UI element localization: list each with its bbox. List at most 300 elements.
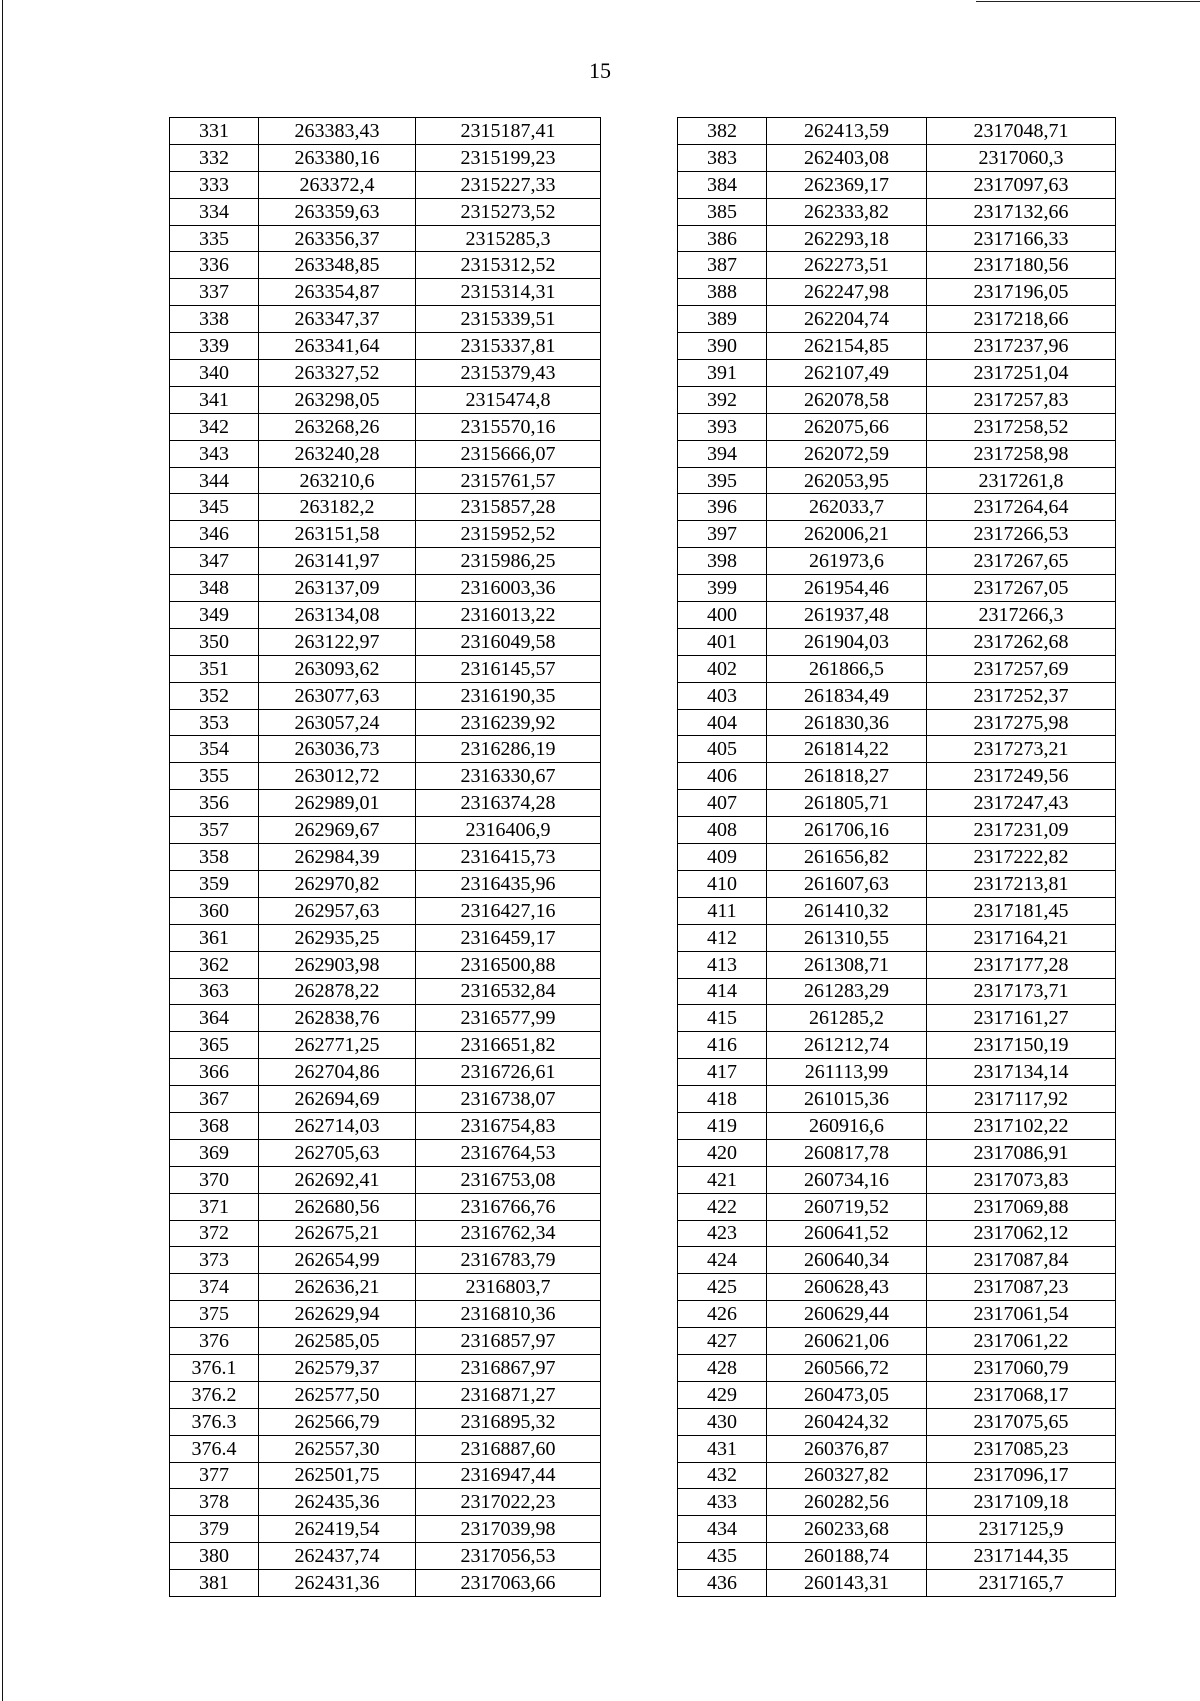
table-row	[678, 279, 1116, 306]
table-row	[170, 736, 601, 763]
table-row	[170, 171, 601, 198]
point-number-cell: 361	[170, 924, 259, 951]
y-coordinate-cell: 2316459,17	[416, 924, 601, 951]
point-number-cell: 414	[678, 978, 767, 1005]
y-coordinate-cell: 2317257,83	[927, 386, 1116, 413]
x-coordinate-cell: 262293,18	[767, 225, 927, 252]
point-number-cell: 382	[678, 118, 767, 145]
table-row	[170, 1462, 601, 1489]
y-coordinate-cell: 2316500,88	[416, 951, 601, 978]
point-number-cell: 373	[170, 1247, 259, 1274]
x-coordinate-cell: 262033,7	[767, 494, 927, 521]
y-coordinate-cell: 2317218,66	[927, 306, 1116, 333]
x-coordinate-cell: 263240,28	[259, 440, 416, 467]
table-row	[678, 1516, 1116, 1543]
y-coordinate-cell: 2317048,71	[927, 118, 1116, 145]
x-coordinate-cell: 262075,66	[767, 413, 927, 440]
x-coordinate-cell: 262072,59	[767, 440, 927, 467]
table-row	[170, 1543, 601, 1570]
x-coordinate-cell: 260188,74	[767, 1543, 927, 1570]
y-coordinate-cell: 2316754,83	[416, 1112, 601, 1139]
y-coordinate-cell: 2315986,25	[416, 548, 601, 575]
point-number-cell: 353	[170, 709, 259, 736]
point-number-cell: 370	[170, 1166, 259, 1193]
y-coordinate-cell: 2317087,23	[927, 1274, 1116, 1301]
point-number-cell: 368	[170, 1112, 259, 1139]
y-coordinate-cell: 2317222,82	[927, 844, 1116, 871]
point-number-cell: 340	[170, 360, 259, 387]
table-row	[678, 467, 1116, 494]
point-number-cell: 342	[170, 413, 259, 440]
y-coordinate-cell: 2316013,22	[416, 602, 601, 629]
x-coordinate-cell: 262154,85	[767, 333, 927, 360]
x-coordinate-cell: 260473,05	[767, 1381, 927, 1408]
table-row	[678, 386, 1116, 413]
point-number-cell: 395	[678, 467, 767, 494]
y-coordinate-cell: 2315187,41	[416, 118, 601, 145]
point-number-cell: 432	[678, 1462, 767, 1489]
y-coordinate-cell: 2317097,63	[927, 171, 1116, 198]
table-row	[170, 1220, 601, 1247]
table-row	[678, 1328, 1116, 1355]
point-number-cell: 362	[170, 951, 259, 978]
x-coordinate-cell: 262579,37	[259, 1354, 416, 1381]
x-coordinate-cell: 262629,94	[259, 1301, 416, 1328]
x-coordinate-cell: 263383,43	[259, 118, 416, 145]
table-row	[170, 1274, 601, 1301]
x-coordinate-cell: 262969,67	[259, 817, 416, 844]
x-coordinate-cell: 263151,58	[259, 521, 416, 548]
y-coordinate-cell: 2316435,96	[416, 870, 601, 897]
x-coordinate-cell: 263359,63	[259, 198, 416, 225]
x-coordinate-cell: 262078,58	[767, 386, 927, 413]
x-coordinate-cell: 263137,09	[259, 575, 416, 602]
table-row	[678, 1086, 1116, 1113]
point-number-cell: 338	[170, 306, 259, 333]
x-coordinate-cell: 262680,56	[259, 1193, 416, 1220]
x-coordinate-cell: 262694,69	[259, 1086, 416, 1113]
y-coordinate-cell: 2316145,57	[416, 655, 601, 682]
table-row	[678, 198, 1116, 225]
table-row	[170, 1166, 601, 1193]
point-number-cell: 367	[170, 1086, 259, 1113]
table-row	[678, 1462, 1116, 1489]
point-number-cell: 386	[678, 225, 767, 252]
x-coordinate-cell: 263057,24	[259, 709, 416, 736]
table-row	[678, 682, 1116, 709]
x-coordinate-cell: 261818,27	[767, 763, 927, 790]
x-coordinate-cell: 263356,37	[259, 225, 416, 252]
x-coordinate-cell: 263141,97	[259, 548, 416, 575]
x-coordinate-cell: 260566,72	[767, 1354, 927, 1381]
x-coordinate-cell: 262771,25	[259, 1032, 416, 1059]
y-coordinate-cell: 2316190,35	[416, 682, 601, 709]
y-coordinate-cell: 2317177,28	[927, 951, 1116, 978]
table-row	[170, 1032, 601, 1059]
point-number-cell: 366	[170, 1059, 259, 1086]
x-coordinate-cell: 262838,76	[259, 1005, 416, 1032]
x-coordinate-cell: 262247,98	[767, 279, 927, 306]
x-coordinate-cell: 263122,97	[259, 628, 416, 655]
point-number-cell: 428	[678, 1354, 767, 1381]
y-coordinate-cell: 2316803,7	[416, 1274, 601, 1301]
point-number-cell: 389	[678, 306, 767, 333]
table-row	[678, 548, 1116, 575]
x-coordinate-cell: 263182,2	[259, 494, 416, 521]
point-number-cell: 381	[170, 1570, 259, 1597]
point-number-cell: 416	[678, 1032, 767, 1059]
table-row	[170, 118, 601, 145]
y-coordinate-cell: 2315339,51	[416, 306, 601, 333]
point-number-cell: 333	[170, 171, 259, 198]
point-number-cell: 356	[170, 790, 259, 817]
x-coordinate-cell: 262935,25	[259, 924, 416, 951]
point-number-cell: 379	[170, 1516, 259, 1543]
y-coordinate-cell: 2317109,18	[927, 1489, 1116, 1516]
point-number-cell: 433	[678, 1489, 767, 1516]
table-row	[170, 1516, 601, 1543]
y-coordinate-cell: 2317181,45	[927, 897, 1116, 924]
table-row	[678, 736, 1116, 763]
table-row	[170, 1086, 601, 1113]
x-coordinate-cell: 263327,52	[259, 360, 416, 387]
y-coordinate-cell: 2317061,54	[927, 1301, 1116, 1328]
x-coordinate-cell: 262435,36	[259, 1489, 416, 1516]
table-row	[170, 252, 601, 279]
x-coordinate-cell: 261410,32	[767, 897, 927, 924]
point-number-cell: 354	[170, 736, 259, 763]
y-coordinate-cell: 2315314,31	[416, 279, 601, 306]
x-coordinate-cell: 262989,01	[259, 790, 416, 817]
y-coordinate-cell: 2317060,79	[927, 1354, 1116, 1381]
y-coordinate-cell: 2315952,52	[416, 521, 601, 548]
point-number-cell: 376	[170, 1328, 259, 1355]
table-row	[170, 817, 601, 844]
table-row	[170, 413, 601, 440]
y-coordinate-cell: 2317075,65	[927, 1408, 1116, 1435]
point-number-cell: 343	[170, 440, 259, 467]
y-coordinate-cell: 2316867,97	[416, 1354, 601, 1381]
table-row	[170, 682, 601, 709]
table-row	[170, 924, 601, 951]
x-coordinate-cell: 260641,52	[767, 1220, 927, 1247]
table-row	[170, 1193, 601, 1220]
table-row	[678, 360, 1116, 387]
table-row	[678, 1408, 1116, 1435]
point-number-cell: 383	[678, 144, 767, 171]
y-coordinate-cell: 2317237,96	[927, 333, 1116, 360]
point-number-cell: 357	[170, 817, 259, 844]
x-coordinate-cell: 260719,52	[767, 1193, 927, 1220]
y-coordinate-cell: 2317039,98	[416, 1516, 601, 1543]
table-row	[678, 1570, 1116, 1597]
x-coordinate-cell: 260327,82	[767, 1462, 927, 1489]
y-coordinate-cell: 2316330,67	[416, 763, 601, 790]
table-row	[170, 521, 601, 548]
table-row	[170, 655, 601, 682]
point-number-cell: 332	[170, 144, 259, 171]
point-number-cell: 392	[678, 386, 767, 413]
x-coordinate-cell: 262204,74	[767, 306, 927, 333]
page-number: 15	[589, 58, 611, 83]
x-coordinate-cell: 260376,87	[767, 1435, 927, 1462]
table-row	[678, 1489, 1116, 1516]
x-coordinate-cell: 261285,2	[767, 1005, 927, 1032]
x-coordinate-cell: 260424,32	[767, 1408, 927, 1435]
y-coordinate-cell: 2317261,8	[927, 467, 1116, 494]
x-coordinate-cell: 263210,6	[259, 467, 416, 494]
point-number-cell: 410	[678, 870, 767, 897]
y-coordinate-cell: 2316810,36	[416, 1301, 601, 1328]
table-row	[678, 1059, 1116, 1086]
table-row	[678, 870, 1116, 897]
point-number-cell: 412	[678, 924, 767, 951]
y-coordinate-cell: 2317073,83	[927, 1166, 1116, 1193]
table-row	[170, 1112, 601, 1139]
y-coordinate-cell: 2316764,53	[416, 1139, 601, 1166]
point-number-cell: 351	[170, 655, 259, 682]
table-row	[678, 790, 1116, 817]
point-number-cell: 427	[678, 1328, 767, 1355]
y-coordinate-cell: 2315857,28	[416, 494, 601, 521]
point-number-cell: 421	[678, 1166, 767, 1193]
x-coordinate-cell: 262557,30	[259, 1435, 416, 1462]
table-row	[678, 817, 1116, 844]
x-coordinate-cell: 261866,5	[767, 655, 927, 682]
y-coordinate-cell: 2317258,52	[927, 413, 1116, 440]
y-coordinate-cell: 2317257,69	[927, 655, 1116, 682]
y-coordinate-cell: 2317180,56	[927, 252, 1116, 279]
point-number-cell: 388	[678, 279, 767, 306]
table-row	[678, 494, 1116, 521]
table-row	[170, 951, 601, 978]
table-row	[678, 440, 1116, 467]
point-number-cell: 434	[678, 1516, 767, 1543]
point-number-cell: 420	[678, 1139, 767, 1166]
x-coordinate-cell: 261283,29	[767, 978, 927, 1005]
y-coordinate-cell: 2317117,92	[927, 1086, 1116, 1113]
y-coordinate-cell: 2315285,3	[416, 225, 601, 252]
table-row	[678, 1112, 1116, 1139]
table-row	[678, 1354, 1116, 1381]
table-row	[170, 548, 601, 575]
coordinates-table-right	[677, 117, 1116, 1597]
table-row	[678, 1139, 1116, 1166]
table-row	[678, 1301, 1116, 1328]
y-coordinate-cell: 2317061,22	[927, 1328, 1116, 1355]
point-number-cell: 376.2	[170, 1381, 259, 1408]
y-coordinate-cell: 2317086,91	[927, 1139, 1116, 1166]
point-number-cell: 435	[678, 1543, 767, 1570]
table-row	[678, 924, 1116, 951]
table-row	[170, 1381, 601, 1408]
y-coordinate-cell: 2315666,07	[416, 440, 601, 467]
y-coordinate-cell: 2316415,73	[416, 844, 601, 871]
x-coordinate-cell: 261814,22	[767, 736, 927, 763]
y-coordinate-cell: 2317164,21	[927, 924, 1116, 951]
point-number-cell: 398	[678, 548, 767, 575]
table-row	[678, 1543, 1116, 1570]
point-number-cell: 423	[678, 1220, 767, 1247]
point-number-cell: 424	[678, 1247, 767, 1274]
table-row	[678, 306, 1116, 333]
y-coordinate-cell: 2317252,37	[927, 682, 1116, 709]
table-row	[170, 763, 601, 790]
point-number-cell: 352	[170, 682, 259, 709]
y-coordinate-cell: 2317173,71	[927, 978, 1116, 1005]
table-row	[678, 521, 1116, 548]
y-coordinate-cell: 2317069,88	[927, 1193, 1116, 1220]
y-coordinate-cell: 2316857,97	[416, 1328, 601, 1355]
y-coordinate-cell: 2316406,9	[416, 817, 601, 844]
y-coordinate-cell: 2316286,19	[416, 736, 601, 763]
y-coordinate-cell: 2317231,09	[927, 817, 1116, 844]
x-coordinate-cell: 262333,82	[767, 198, 927, 225]
table-row	[678, 1274, 1116, 1301]
y-coordinate-cell: 2315312,52	[416, 252, 601, 279]
point-number-cell: 422	[678, 1193, 767, 1220]
table-row	[170, 144, 601, 171]
table-row	[678, 709, 1116, 736]
y-coordinate-cell: 2316427,16	[416, 897, 601, 924]
coordinates-table-right-body	[678, 118, 1116, 1597]
point-number-cell: 413	[678, 951, 767, 978]
x-coordinate-cell: 261308,71	[767, 951, 927, 978]
x-coordinate-cell: 262053,95	[767, 467, 927, 494]
x-coordinate-cell: 262704,86	[259, 1059, 416, 1086]
point-number-cell: 376.3	[170, 1408, 259, 1435]
table-row	[678, 1247, 1116, 1274]
y-coordinate-cell: 2317266,53	[927, 521, 1116, 548]
x-coordinate-cell: 260621,06	[767, 1328, 927, 1355]
point-number-cell: 331	[170, 118, 259, 145]
table-row	[678, 897, 1116, 924]
y-coordinate-cell: 2316239,92	[416, 709, 601, 736]
point-number-cell: 402	[678, 655, 767, 682]
y-coordinate-cell: 2317267,65	[927, 548, 1116, 575]
y-coordinate-cell: 2316887,60	[416, 1435, 601, 1462]
y-coordinate-cell: 2316762,34	[416, 1220, 601, 1247]
x-coordinate-cell: 263268,26	[259, 413, 416, 440]
y-coordinate-cell: 2316766,76	[416, 1193, 601, 1220]
scan-edge-top	[976, 1, 1200, 2]
table-row	[170, 1301, 601, 1328]
point-number-cell: 374	[170, 1274, 259, 1301]
x-coordinate-cell: 263077,63	[259, 682, 416, 709]
y-coordinate-cell: 2317264,64	[927, 494, 1116, 521]
point-number-cell: 404	[678, 709, 767, 736]
table-row	[170, 1059, 601, 1086]
y-coordinate-cell: 2317063,66	[416, 1570, 601, 1597]
y-coordinate-cell: 2317262,68	[927, 628, 1116, 655]
point-number-cell: 344	[170, 467, 259, 494]
y-coordinate-cell: 2316577,99	[416, 1005, 601, 1032]
point-number-cell: 401	[678, 628, 767, 655]
table-row	[170, 1005, 601, 1032]
x-coordinate-cell: 263093,62	[259, 655, 416, 682]
point-number-cell: 360	[170, 897, 259, 924]
table-row	[170, 844, 601, 871]
x-coordinate-cell: 262636,21	[259, 1274, 416, 1301]
x-coordinate-cell: 260640,34	[767, 1247, 927, 1274]
x-coordinate-cell: 262675,21	[259, 1220, 416, 1247]
point-number-cell: 396	[678, 494, 767, 521]
table-row	[170, 1435, 601, 1462]
y-coordinate-cell: 2317102,22	[927, 1112, 1116, 1139]
x-coordinate-cell: 262714,03	[259, 1112, 416, 1139]
table-row	[678, 602, 1116, 629]
point-number-cell: 405	[678, 736, 767, 763]
point-number-cell: 350	[170, 628, 259, 655]
y-coordinate-cell: 2317068,17	[927, 1381, 1116, 1408]
point-number-cell: 393	[678, 413, 767, 440]
x-coordinate-cell: 262419,54	[259, 1516, 416, 1543]
point-number-cell: 385	[678, 198, 767, 225]
y-coordinate-cell: 2315379,43	[416, 360, 601, 387]
x-coordinate-cell: 263354,87	[259, 279, 416, 306]
x-coordinate-cell: 262403,08	[767, 144, 927, 171]
y-coordinate-cell: 2317096,17	[927, 1462, 1116, 1489]
table-row	[678, 413, 1116, 440]
point-number-cell: 407	[678, 790, 767, 817]
x-coordinate-cell: 262957,63	[259, 897, 416, 924]
point-number-cell: 371	[170, 1193, 259, 1220]
table-row	[170, 870, 601, 897]
table-row	[678, 1193, 1116, 1220]
y-coordinate-cell: 2317125,9	[927, 1516, 1116, 1543]
x-coordinate-cell: 262878,22	[259, 978, 416, 1005]
point-number-cell: 334	[170, 198, 259, 225]
x-coordinate-cell: 262585,05	[259, 1328, 416, 1355]
point-number-cell: 431	[678, 1435, 767, 1462]
point-number-cell: 372	[170, 1220, 259, 1247]
x-coordinate-cell: 263372,4	[259, 171, 416, 198]
x-coordinate-cell: 261973,6	[767, 548, 927, 575]
x-coordinate-cell: 261805,71	[767, 790, 927, 817]
point-number-cell: 375	[170, 1301, 259, 1328]
y-coordinate-cell: 2316726,61	[416, 1059, 601, 1086]
y-coordinate-cell: 2317150,19	[927, 1032, 1116, 1059]
table-row	[170, 1247, 601, 1274]
point-number-cell: 400	[678, 602, 767, 629]
y-coordinate-cell: 2316003,36	[416, 575, 601, 602]
y-coordinate-cell: 2316783,79	[416, 1247, 601, 1274]
y-coordinate-cell: 2316049,58	[416, 628, 601, 655]
x-coordinate-cell: 262970,82	[259, 870, 416, 897]
x-coordinate-cell: 263347,37	[259, 306, 416, 333]
point-number-cell: 345	[170, 494, 259, 521]
y-coordinate-cell: 2317275,98	[927, 709, 1116, 736]
y-coordinate-cell: 2317144,35	[927, 1543, 1116, 1570]
point-number-cell: 387	[678, 252, 767, 279]
y-coordinate-cell: 2317166,33	[927, 225, 1116, 252]
y-coordinate-cell: 2316753,08	[416, 1166, 601, 1193]
y-coordinate-cell: 2317266,3	[927, 602, 1116, 629]
point-number-cell: 384	[678, 171, 767, 198]
y-coordinate-cell: 2316947,44	[416, 1462, 601, 1489]
y-coordinate-cell: 2317022,23	[416, 1489, 601, 1516]
table-row	[170, 1570, 601, 1597]
y-coordinate-cell: 2317132,66	[927, 198, 1116, 225]
point-number-cell: 359	[170, 870, 259, 897]
table-row	[678, 763, 1116, 790]
y-coordinate-cell: 2316738,07	[416, 1086, 601, 1113]
x-coordinate-cell: 263134,08	[259, 602, 416, 629]
point-number-cell: 425	[678, 1274, 767, 1301]
point-number-cell: 397	[678, 521, 767, 548]
point-number-cell: 349	[170, 602, 259, 629]
x-coordinate-cell: 263298,05	[259, 386, 416, 413]
